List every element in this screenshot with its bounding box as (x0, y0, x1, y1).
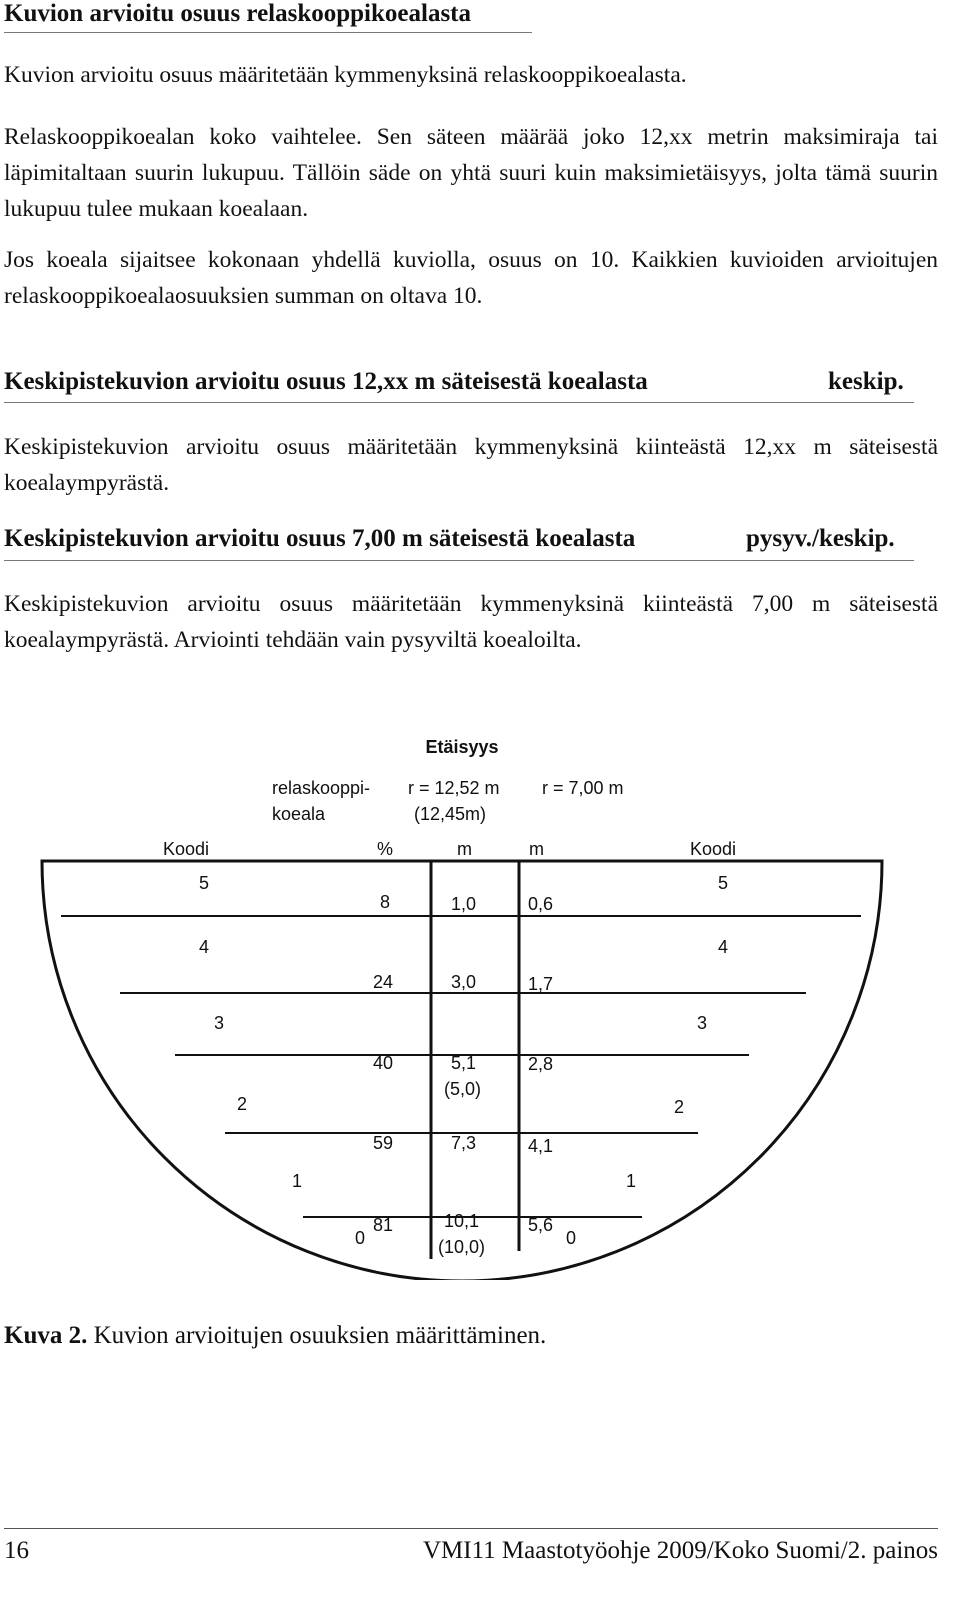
r7-value: 0,6 (528, 894, 554, 914)
figure-caption (4, 1322, 546, 1350)
r12-value: 10,1 (444, 1211, 480, 1231)
caption-label: Kuva 2. (4, 1322, 88, 1349)
code-label-right: 3 (697, 1013, 708, 1033)
r7-value: 2,8 (528, 1054, 554, 1074)
code-label-left: 1 (292, 1171, 303, 1191)
r12-alt-value: (10,0) (438, 1237, 486, 1257)
code-label-left: 4 (199, 937, 210, 957)
unit-label: Koodi (163, 839, 210, 859)
caption-text: Kuvion arvioitujen osuuksien määrittäminen. (93, 1322, 547, 1349)
code-zero-left: 0 (355, 1228, 366, 1248)
footer-rule (4, 1528, 938, 1529)
paragraph: Jos koeala sijaitsee kokonaan yhdellä kuviolla, osuus on 10. Kaikkien kuvioiden arvioitujen relaskooppikoealaosuuksien summan on oltava 10. (4, 247, 938, 309)
publication-title: VMI11 Maastotyöohje 2009/Koko Suomi/2. painos (422, 1537, 938, 1564)
section-tag: keskip. (828, 368, 904, 395)
code-label-right: 5 (718, 873, 729, 893)
heading-rule (4, 402, 914, 403)
percent-value: 40 (373, 1053, 394, 1073)
percent-value: 8 (380, 892, 391, 912)
column-label-r7: r = 7,00 m (542, 778, 624, 798)
r7-value: 1,7 (528, 974, 554, 994)
heading-rule (4, 560, 914, 561)
paragraph: Keskipistekuvion arvioitu osuus määritetään kymmenyksinä kiinteästä 12,xx m säteisestä koealaympyrästä. (4, 434, 938, 496)
unit-label: m (457, 839, 472, 859)
code-label-left: 3 (214, 1013, 225, 1033)
code-zero-right: 0 (566, 1228, 577, 1248)
r12-value: 3,0 (451, 972, 477, 992)
section-tag: pysyv./keskip. (746, 525, 895, 552)
column-label-r12: r = 12,52 m (408, 778, 500, 798)
unit-label: Koodi (690, 839, 737, 859)
code-label-right: 2 (674, 1097, 685, 1117)
percent-value: 59 (373, 1133, 394, 1153)
figure-title: Etäisyys (425, 737, 499, 757)
page-number: 16 (4, 1537, 29, 1564)
distance-figure (0, 720, 960, 1280)
unit-label: % (377, 839, 394, 859)
paragraph: Keskipistekuvion arvioitu osuus määritetään kymmenyksinä kiinteästä 7,00 m säteisestä koealaympyrästä. Arviointi tehdään vain pysyviltä koealoilta. (4, 591, 938, 653)
section-heading: Kuvion arvioitu osuus relaskooppikoealasta (4, 0, 472, 27)
code-label-right: 4 (718, 937, 729, 957)
code-label-left: 2 (237, 1094, 248, 1114)
code-label-right: 1 (626, 1171, 637, 1191)
code-label-left: 5 (199, 873, 210, 893)
unit-label: m (529, 839, 544, 859)
column-label-relaskooppi: koeala (272, 804, 326, 824)
percent-value: 24 (373, 972, 394, 992)
r12-value: 7,3 (451, 1133, 477, 1153)
r12-alt-value: (5,0) (444, 1079, 482, 1099)
r7-value: 4,1 (528, 1136, 554, 1156)
heading-rule (4, 32, 532, 33)
column-label-r12: (12,45m) (414, 804, 487, 824)
paragraph: Kuvion arvioitu osuus määritetään kymmenyksinä relaskooppikoealasta. (4, 62, 687, 88)
section-heading: Keskipistekuvion arvioitu osuus 12,xx m säteisestä koealasta (4, 368, 648, 395)
section-heading: Keskipistekuvion arvioitu osuus 7,00 m säteisestä koealasta (4, 525, 636, 552)
column-label-relaskooppi: relaskooppi- (272, 778, 371, 798)
r12-value: 1,0 (451, 894, 477, 914)
r7-value: 5,6 (528, 1215, 554, 1235)
r12-value: 5,1 (451, 1053, 477, 1073)
percent-value: 81 (373, 1215, 394, 1235)
paragraph: Relaskooppikoealan koko vaihtelee. Sen säteen määrää joko 12,xx metrin maksimiraja tai läpimitaltaan suurin lukupuu. Tällöin säde on yhtä suuri kuin maksimietäisyys, jolta tämä suurin lukupuu tulee mukaan koealaan. (4, 124, 938, 222)
